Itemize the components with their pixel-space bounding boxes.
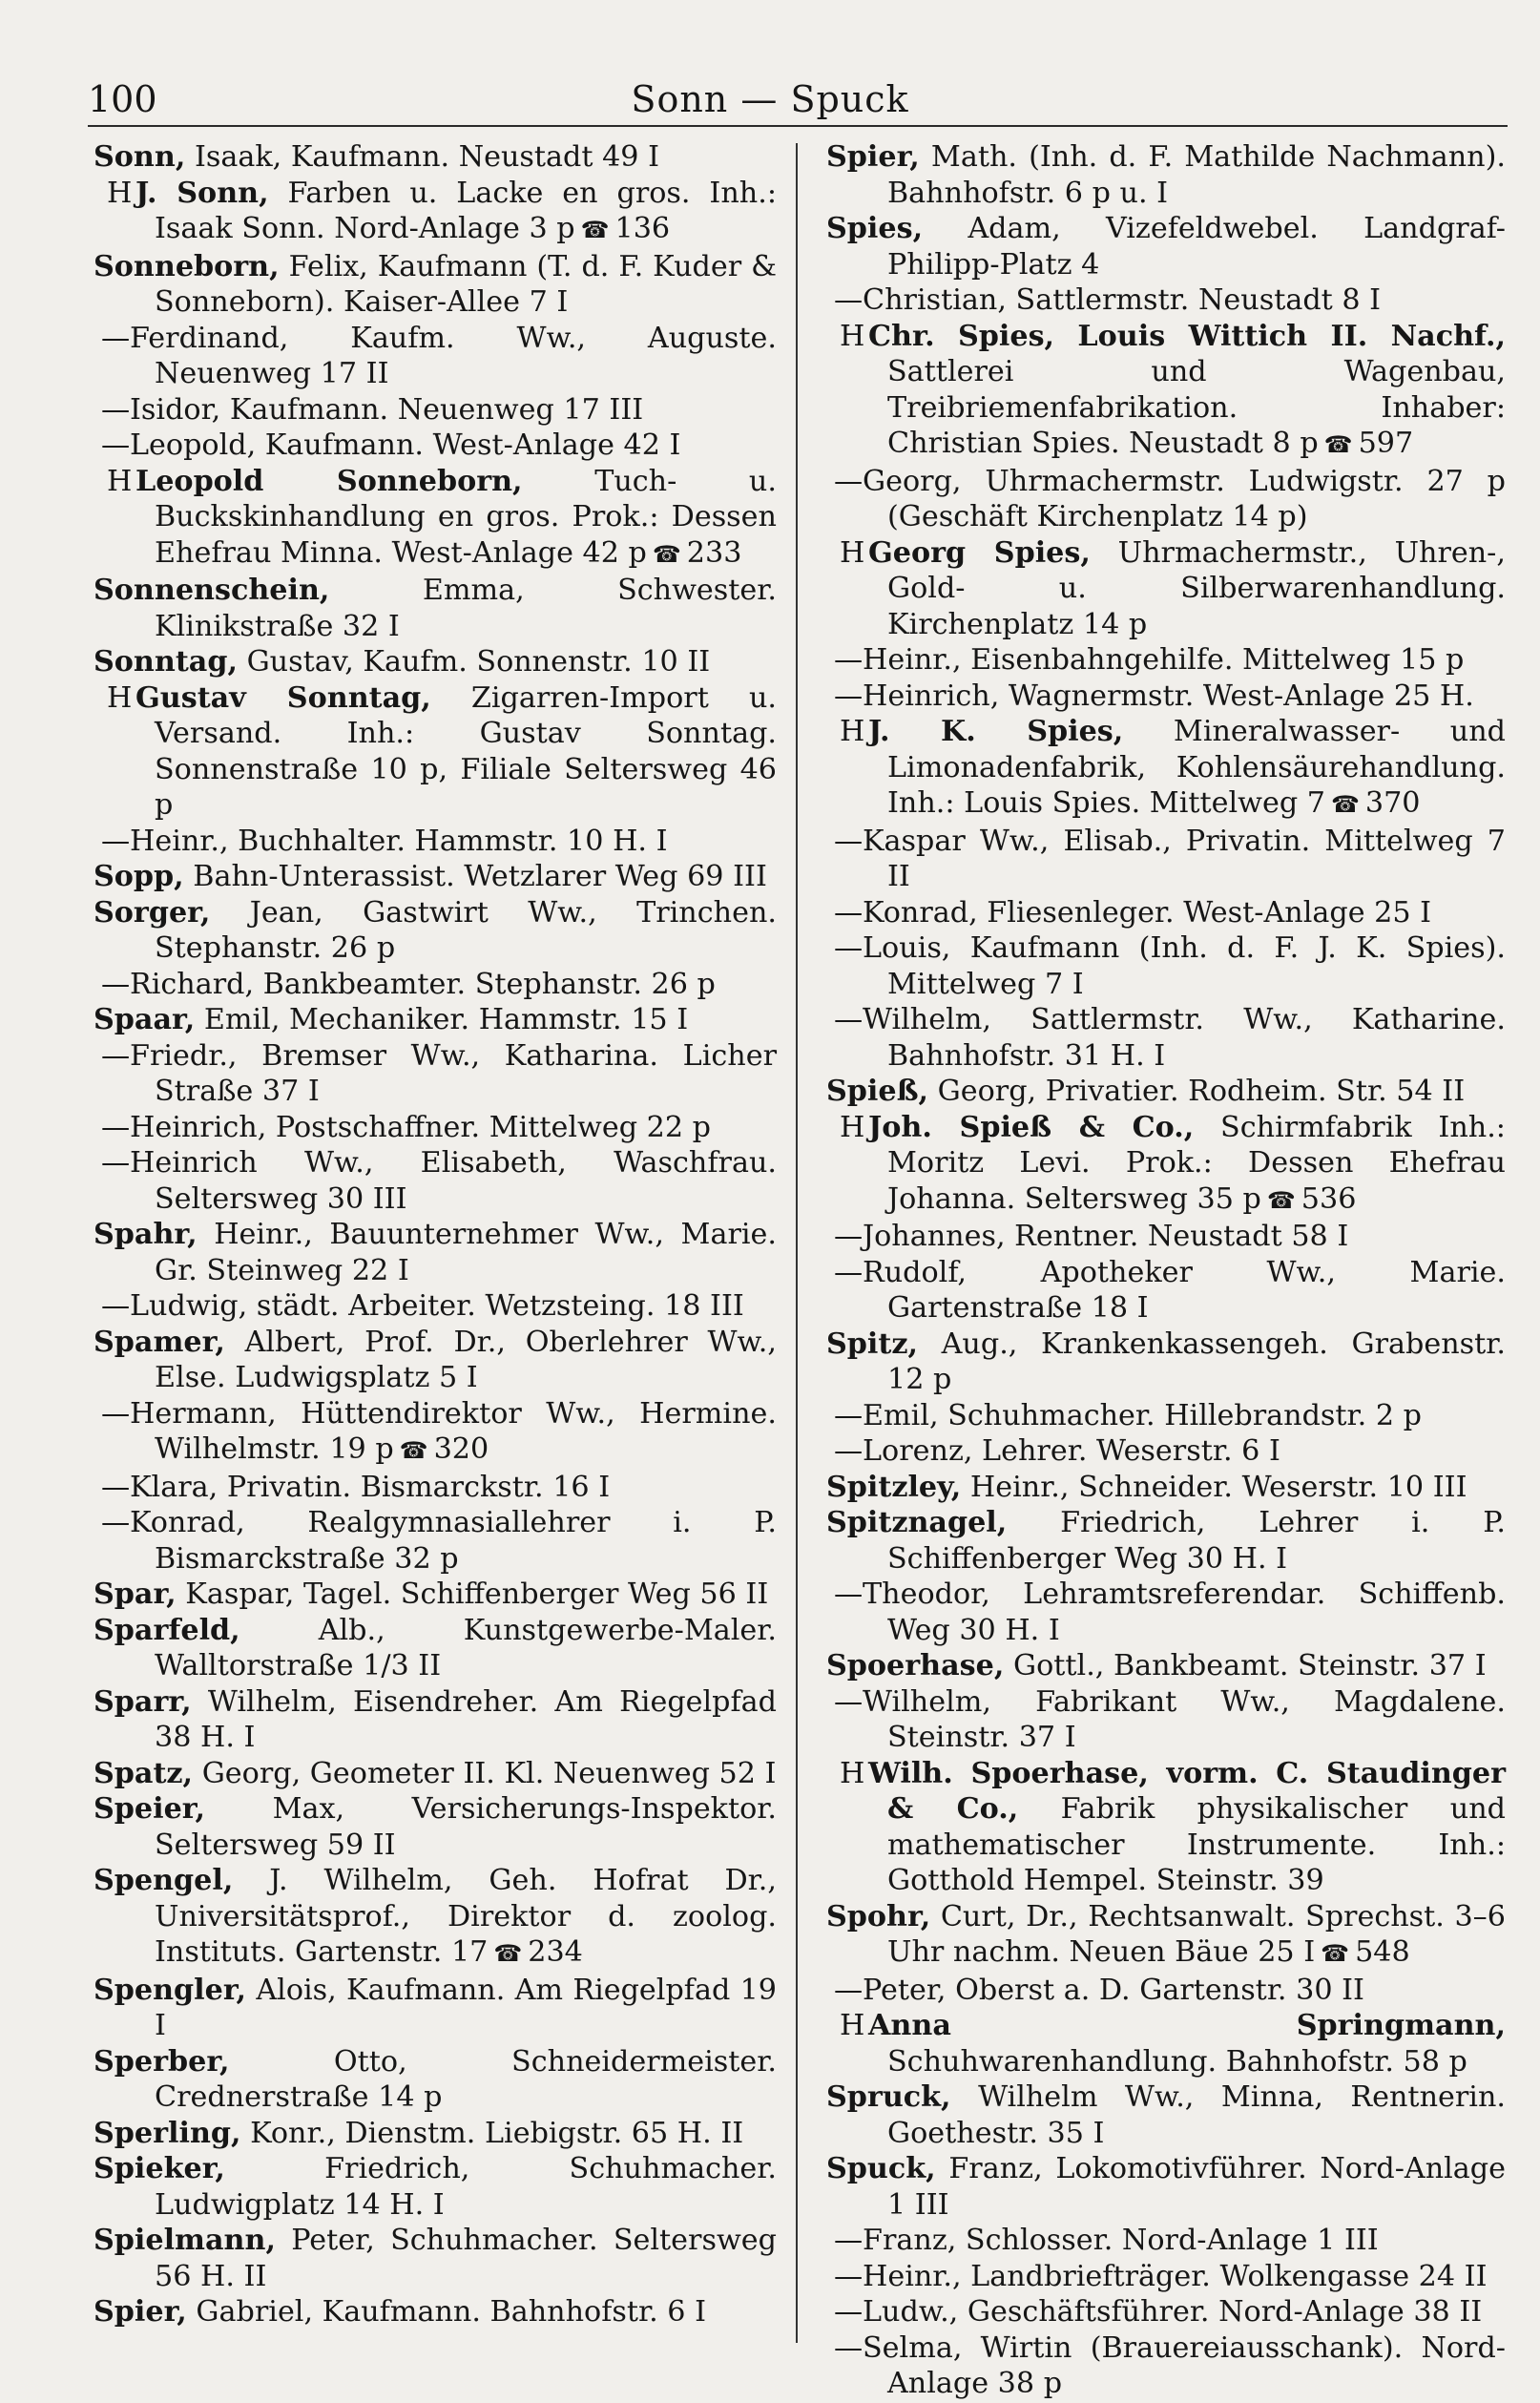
telephone-number: 597	[1358, 427, 1414, 460]
directory-entry	[94, 1396, 777, 1470]
entry-details: Max, Versicherungs-Inspektor. Seltersweg 59 II	[155, 1792, 777, 1862]
entry-surname: Sonntag,	[94, 645, 238, 679]
entry-details: Emil, Mechaniker. Hammstr. 15 I	[203, 1003, 689, 1036]
entry-details: Konrad, Fliesenleger. West-Anlage 25 I	[863, 895, 1432, 930]
entry-marker: —	[834, 2330, 864, 2365]
entry-marker: H	[107, 680, 133, 715]
directory-entry	[826, 139, 1506, 211]
entry-surname: Spohr,	[826, 1899, 931, 1933]
directory-entry	[94, 1110, 777, 1146]
entry-marker: —	[834, 1003, 864, 1036]
directory-entry	[94, 1684, 777, 1756]
directory-entry	[826, 2294, 1506, 2330]
entry-details: Schuhwarenhandlung. Bahnhofstr. 58 p	[887, 2044, 1467, 2079]
entry-surname: Spengel,	[94, 1864, 234, 1897]
entry-firm-name: J. Sonn,	[135, 176, 269, 210]
entry-details: Leopold, Kaufmann. West-Anlage 42 I	[130, 428, 681, 462]
entry-marker: —	[101, 1289, 131, 1323]
entry-details: Wilhelm, Sattlermstr. Ww., Katharine. Bahnhofstr. 31 H. I	[863, 1003, 1506, 1073]
entry-details: Louis, Kaufmann (Inh. d. F. J. K. Spies). Mittelweg 7 I	[863, 931, 1506, 1001]
entry-marker: —	[101, 1146, 131, 1180]
telephone-number: 320	[433, 1432, 489, 1466]
entry-surname: Spieß,	[826, 1075, 929, 1108]
entry-details: Mineralwasser- und Limonadenfabrik, Kohlensäurehandlung. Inh.: Louis Spies. Mittelweg 7	[887, 715, 1506, 820]
entry-surname: Spielmann,	[94, 2224, 276, 2257]
entry-details: Farben u. Lacke en gros. Inh.: Isaak Sonn. Nord-Anlage 3 p	[155, 176, 777, 245]
entry-marker: —	[834, 1973, 864, 2007]
telephone-icon: ☎	[1330, 791, 1360, 818]
entry-firm-name: Georg Spies,	[868, 535, 1091, 570]
directory-entry	[826, 642, 1506, 679]
entry-details: Georg, Privatier. Rodheim. Str. 54 II	[937, 1075, 1466, 1108]
entry-details: Gottl., Bankbeamt. Steinstr. 37 I	[1012, 1649, 1487, 1682]
entry-details: Alois, Kaufmann. Am Riegelpfad 19 I	[155, 1973, 777, 2042]
entry-details: Heinr., Eisenbahngehilfe. Mittelweg 15 p	[863, 643, 1465, 677]
entry-marker: —	[101, 1110, 131, 1144]
entry-surname: Sonn,	[94, 140, 186, 174]
directory-entry	[94, 1791, 777, 1863]
telephone-icon: ☎	[399, 1437, 428, 1464]
directory-entry	[826, 2008, 1506, 2079]
entry-marker: —	[834, 2295, 864, 2329]
entry-marker: H	[840, 319, 865, 353]
entry-details: Lorenz, Lehrer. Weserstr. 6 I	[863, 1434, 1280, 1468]
entry-surname: Spitzley,	[826, 1470, 962, 1504]
directory-entry	[94, 2151, 777, 2223]
entry-details: Adam, Vizefeldwebel. Landgraf-Philipp-Platz 4	[887, 212, 1506, 282]
directory-entry	[94, 680, 777, 824]
left-column	[94, 139, 777, 2330]
entry-details: Friedrich, Lehrer i. P. Schiffenberger Weg 30 H. I	[887, 1506, 1506, 1576]
directory-entry	[94, 139, 777, 176]
telephone-number: 233	[686, 535, 742, 570]
directory-entry	[826, 1327, 1506, 1398]
entry-details: Heinrich, Wagnermstr. West-Anlage 25 H.	[863, 679, 1474, 713]
telephone-number: 136	[614, 212, 671, 245]
entry-details: Jean, Gastwirt Ww., Trinchen. Stephanstr. 26 p	[155, 895, 777, 965]
entry-surname: Sparfeld,	[94, 1613, 240, 1647]
directory-entry	[826, 1973, 1506, 2009]
entry-surname: Sopp,	[94, 860, 184, 893]
column-divider	[796, 143, 798, 2343]
entry-details: Georg, Uhrmachermstr. Ludwigstr. 27 p (Geschäft Kirchenplatz 14 p)	[863, 464, 1506, 533]
entry-surname: Spaar,	[94, 1003, 196, 1036]
entry-details: Isaak, Kaufmann. Neustadt 49 I	[194, 140, 660, 174]
entry-details: Gabriel, Kaufmann. Bahnhofstr. 6 I	[196, 2295, 707, 2329]
telephone-number: 234	[528, 1935, 583, 1969]
entry-details: Friedrich, Schuhmacher. Ludwigplatz 14 H. I	[155, 2152, 777, 2222]
directory-entry	[94, 1217, 777, 1288]
directory-entry	[94, 1577, 777, 1613]
entry-marker: —	[101, 428, 131, 462]
directory-entry	[826, 464, 1506, 535]
entry-marker: —	[834, 931, 864, 965]
entry-details: Peter, Schuhmacher. Seltersweg 56 H. II	[155, 2224, 777, 2293]
telephone-number: 370	[1364, 786, 1421, 820]
entry-details: Klara, Privatin. Bismarckstr. 16 I	[130, 1470, 611, 1504]
directory-entry	[826, 1577, 1506, 1648]
entry-details: Alb., Kunstgewerbe-Maler. Walltorstraße 1/3 II	[155, 1613, 777, 1682]
entry-details: Hermann, Hüttendirektor Ww., Hermine. Wilhelmstr. 19 p	[130, 1396, 777, 1466]
directory-entry	[826, 895, 1506, 931]
directory-entry	[826, 1470, 1506, 1506]
entry-details: Konr., Dienstm. Liebigstr. 65 H. II	[250, 2116, 744, 2150]
entry-marker: —	[834, 824, 864, 858]
entry-details: Georg, Geometer II. Kl. Neuenweg 52 I	[201, 1756, 777, 1790]
directory-entry	[94, 392, 777, 428]
entry-details: Otto, Schneidermeister. Crednerstraße 14 p	[155, 2044, 777, 2114]
entry-details: J. Wilhelm, Geh. Hofrat Dr., Universitätsprof., Direktor d. zoolog. Instituts. Gartenstr. 17	[155, 1864, 777, 1969]
directory-entry	[94, 2116, 777, 2152]
entry-marker: H	[107, 176, 133, 210]
entry-details: Heinrich, Postschaffner. Mittelweg 22 p	[130, 1110, 711, 1144]
entry-surname: Sonnenschein,	[94, 574, 330, 607]
entry-details: Heinr., Bauunternehmer Ww., Marie. Gr. Steinweg 22 I	[155, 1218, 777, 1287]
directory-entry	[826, 1398, 1506, 1434]
entry-marker: —	[834, 895, 864, 930]
directory-entry	[826, 714, 1506, 824]
entry-surname: Spar,	[94, 1578, 177, 1611]
right-column	[826, 139, 1506, 2402]
entry-surname: Spruck,	[826, 2080, 951, 2114]
entry-details: Albert, Prof. Dr., Oberlehrer Ww., Else. Ludwigsplatz 5 I	[155, 1325, 777, 1394]
telephone-number: 536	[1301, 1181, 1357, 1216]
directory-entry	[94, 895, 777, 967]
directory-entry	[826, 535, 1506, 643]
entry-surname: Sparr,	[94, 1684, 192, 1719]
entry-marker: —	[101, 1470, 131, 1504]
entry-surname: Speier,	[94, 1792, 206, 1826]
entry-surname: Spuck,	[826, 2152, 936, 2185]
directory-entry	[94, 1002, 777, 1038]
directory-entry	[826, 319, 1506, 464]
entry-marker: H	[840, 1756, 865, 1790]
entry-marker: —	[834, 1398, 864, 1432]
telephone-icon: ☎	[1323, 431, 1353, 458]
entry-details: Felix, Kaufmann (T. d. F. Kuder & Sonneborn). Kaiser-Allee 7 I	[155, 249, 777, 319]
entry-details: Theodor, Lehramtsreferendar. Schiffenb. Weg 30 H. I	[863, 1578, 1506, 1647]
entry-marker: —	[101, 1396, 131, 1431]
entry-details: Curt, Dr., Rechtsanwalt. Sprechst. 3–6 Uhr nachm. Neuen Bäue 25 I	[887, 1899, 1506, 1969]
entry-marker: H	[840, 535, 865, 570]
directory-entry	[94, 1613, 777, 1684]
entry-surname: Spies,	[826, 212, 924, 245]
entry-marker: —	[834, 2224, 864, 2257]
entry-surname: Spengler,	[94, 1973, 247, 2007]
entry-details: Bahn-Unterassist. Wetzlarer Weg 69 III	[193, 860, 767, 893]
directory-entry	[94, 824, 777, 860]
directory-entry	[826, 2259, 1506, 2295]
telephone-number: 548	[1355, 1935, 1410, 1969]
entry-marker: —	[101, 824, 131, 858]
entry-firm-name: Joh. Spieß & Co.,	[868, 1110, 1195, 1144]
page-number: 100	[88, 78, 157, 120]
entry-marker: —	[834, 1434, 864, 1468]
entry-details: Selma, Wirtin (Brauereiausschank). Nord-Anlage 38 p	[863, 2330, 1506, 2400]
entry-details: Konrad, Realgymnasiallehrer i. P. Bismarckstraße 32 p	[130, 1506, 777, 1576]
directory-entry	[826, 679, 1506, 715]
entry-marker: H	[107, 464, 133, 498]
entry-details: Emma, Schwester. Klinikstraße 32 I	[155, 574, 777, 643]
directory-entry	[94, 1973, 777, 2044]
entry-surname: Spahr,	[94, 1218, 198, 1251]
directory-entry	[94, 2294, 777, 2330]
entry-surname: Spitznagel,	[826, 1506, 1008, 1539]
entry-marker: H	[840, 1110, 865, 1144]
directory-entry	[94, 573, 777, 644]
entry-details: Wilhelm Ww., Minna, Rentnerin. Goethestr. 35 I	[887, 2080, 1506, 2150]
running-head: Sonn — Spuck	[631, 78, 909, 120]
entry-details: Emil, Schuhmacher. Hillebrandstr. 2 p	[863, 1398, 1422, 1432]
entry-firm-name: J. K. Spies,	[868, 715, 1124, 748]
entry-details: Franz, Schlosser. Nord-Anlage 1 III	[863, 2224, 1379, 2257]
entry-surname: Spier,	[94, 2295, 187, 2329]
directory-entry	[826, 1002, 1506, 1074]
entry-firm-name: Anna Springmann,	[868, 2009, 1506, 2042]
directory-entry	[94, 321, 777, 392]
directory-entry	[94, 1325, 777, 1396]
entry-marker: —	[834, 2259, 864, 2293]
directory-entry	[94, 428, 777, 464]
directory-entry	[826, 1433, 1506, 1470]
directory-entry	[94, 859, 777, 895]
directory-entry	[826, 2079, 1506, 2151]
entry-surname: Spamer,	[94, 1325, 225, 1359]
entry-details: Sattlerei und Wagenbau, Treibriemenfabrikation. Inhaber: Christian Spies. Neustadt 8 p	[887, 355, 1506, 460]
entry-details: Heinr., Buchhalter. Hammstr. 10 H. I	[130, 824, 668, 858]
entry-surname: Spitz,	[826, 1327, 918, 1361]
entry-details: Wilhelm, Fabrikant Ww., Magdalene. Steinstr. 37 I	[863, 1684, 1506, 1754]
entry-marker: —	[834, 1220, 864, 1253]
directory-entry	[826, 2330, 1506, 2402]
entry-marker: —	[834, 643, 864, 677]
directory-entry	[826, 1110, 1506, 1220]
entry-surname: Spoerhase,	[826, 1649, 1005, 1682]
entry-details: Aug., Krankenkassengeh. Grabenstr. 12 p	[887, 1327, 1506, 1396]
directory-entry	[94, 249, 777, 321]
entry-marker: H	[840, 715, 865, 748]
entry-marker: —	[834, 1578, 864, 1611]
entry-details: Kaspar Ww., Elisab., Privatin. Mittelweg 7 II	[863, 824, 1506, 893]
entry-marker: —	[834, 1255, 864, 1289]
directory-entry	[826, 1074, 1506, 1110]
directory-entry	[826, 2223, 1506, 2259]
directory-entry	[94, 2044, 777, 2116]
entry-firm-name: Wilh. Spoerhase, vorm. C. Staudinger & Co.,	[868, 1756, 1506, 1826]
telephone-icon: ☎	[493, 1940, 523, 1967]
directory-entry	[94, 1863, 777, 1973]
entry-details: Rudolf, Apotheker Ww., Marie. Gartenstraße 18 I	[863, 1255, 1506, 1325]
directory-entry	[94, 176, 777, 249]
entry-surname: Spatz,	[94, 1756, 194, 1790]
directory-entry	[94, 2223, 777, 2294]
entry-details: Wilhelm, Eisendreher. Am Riegelpfad 38 H. I	[155, 1684, 777, 1754]
telephone-icon: ☎	[1321, 1940, 1350, 1967]
entry-surname: Sorger,	[94, 895, 211, 930]
entry-details: Ferdinand, Kaufm. Ww., Auguste. Neuenweg 17 II	[130, 321, 777, 390]
entry-details: Isidor, Kaufmann. Neuenweg 17 III	[130, 392, 644, 427]
header-rule	[88, 125, 1508, 127]
directory-entry	[94, 967, 777, 1003]
entry-marker: —	[101, 321, 131, 355]
entry-marker: —	[101, 392, 131, 427]
entry-marker: —	[101, 1038, 131, 1073]
directory-entry	[94, 1038, 777, 1110]
entry-details: Ludw., Geschäftsführer. Nord-Anlage 38 II	[863, 2295, 1483, 2329]
entry-marker: —	[101, 1506, 131, 1539]
entry-details: Schirmfabrik Inh.: Moritz Levi. Prok.: Dessen Ehefrau Johanna. Seltersweg 35 p	[887, 1110, 1506, 1216]
directory-entry	[826, 2151, 1506, 2223]
entry-details: Friedr., Bremser Ww., Katharina. Licher Straße 37 I	[130, 1038, 777, 1108]
entry-surname: Sonneborn,	[94, 249, 280, 283]
directory-entry	[826, 1684, 1506, 1756]
entry-details: Johannes, Rentner. Neustadt 58 I	[863, 1220, 1349, 1253]
telephone-icon: ☎	[652, 540, 681, 568]
entry-details: Fabrik physikalischer und mathematischer Instrumente. Inh.: Gotthold Hempel. Steinstr. 39	[887, 1792, 1506, 1897]
directory-entry	[94, 1756, 777, 1792]
entry-marker: —	[834, 1684, 864, 1719]
directory-entry	[826, 211, 1506, 282]
entry-details: Peter, Oberst a. D. Gartenstr. 30 II	[863, 1973, 1364, 2007]
directory-entry	[826, 1648, 1506, 1684]
entry-marker: —	[101, 967, 131, 1001]
entry-details: Heinrich Ww., Elisabeth, Waschfrau. Seltersweg 30 III	[130, 1146, 777, 1216]
directory-entry	[94, 1288, 777, 1325]
entry-details: Franz, Lokomotivführer. Nord-Anlage 1 III	[887, 2152, 1506, 2222]
entry-surname: Spieker,	[94, 2152, 225, 2185]
entry-marker: —	[834, 679, 864, 713]
directory-entry	[826, 1219, 1506, 1255]
directory-entry	[826, 1899, 1506, 1973]
directory-entry	[826, 1255, 1506, 1327]
entry-details: Christian, Sattlermstr. Neustadt 8 I	[863, 283, 1382, 317]
entry-marker: —	[834, 464, 864, 498]
entry-surname: Sperling,	[94, 2116, 241, 2150]
entry-firm-name: Gustav Sonntag,	[135, 680, 431, 715]
entry-surname: Spier,	[826, 140, 920, 174]
entry-details: Uhrmachermstr., Uhren-, Gold- u. Silberwarenhandlung. Kirchenplatz 14 p	[887, 535, 1506, 641]
entry-details: Kaspar, Tagel. Schiffenberger Weg 56 II	[185, 1578, 769, 1611]
directory-entry	[826, 282, 1506, 319]
directory-entry	[826, 1505, 1506, 1577]
entry-details: Gustav, Kaufm. Sonnenstr. 10 II	[246, 645, 711, 679]
telephone-icon: ☎	[1266, 1186, 1296, 1214]
entry-details: Math. (Inh. d. F. Mathilde Nachmann). Bahnhofstr. 6 p u. I	[887, 140, 1506, 210]
directory-entry	[94, 1470, 777, 1506]
entry-details: Richard, Bankbeamter. Stephanstr. 26 p	[130, 967, 716, 1001]
entry-firm-name: Leopold Sonneborn,	[135, 464, 523, 498]
directory-entry	[94, 1505, 777, 1577]
directory-entry	[94, 464, 777, 574]
entry-firm-name: Chr. Spies, Louis Wittich II. Nachf.,	[868, 319, 1506, 353]
directory-entry	[826, 1756, 1506, 1899]
directory-entry	[94, 644, 777, 680]
telephone-icon: ☎	[580, 217, 610, 243]
entry-details: Tuch- u. Buckskinhandlung en gros. Prok.: Dessen Ehefrau Minna. West-Anlage 42 p	[155, 464, 777, 570]
entry-details: Zigarren-Import u. Versand. Inh.: Gustav Sonntag. Sonnenstraße 10 p, Filiale Seltersweg 46 p	[155, 680, 777, 822]
directory-entry	[826, 824, 1506, 895]
entry-marker: H	[840, 2009, 865, 2042]
entry-details: Heinr., Schneider. Weserstr. 10 III	[969, 1470, 1467, 1504]
directory-entry	[826, 930, 1506, 1002]
entry-marker: —	[834, 283, 864, 317]
entry-details: Ludwig, städt. Arbeiter. Wetzsteing. 18 III	[130, 1289, 744, 1323]
entry-details: Heinr., Landbriefträger. Wolkengasse 24 II	[863, 2259, 1488, 2293]
directory-entry	[94, 1145, 777, 1217]
entry-surname: Sperber,	[94, 2044, 230, 2079]
